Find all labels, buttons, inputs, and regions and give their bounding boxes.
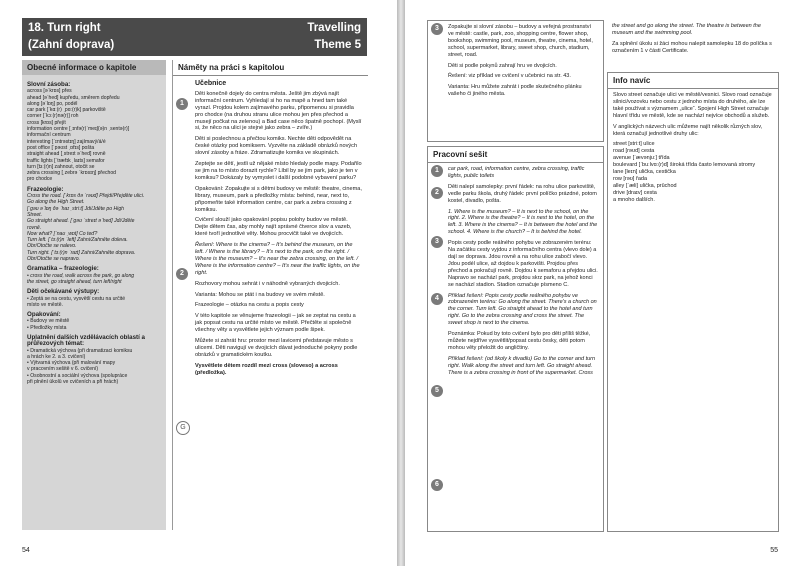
teaching-paragraph: Zeptejte se dětí, jestli už nějaké místo hledaly podle mapy. Podařilo se jim na to místo dorazit rychle? Líbil by se jim park, jako je ten v komiksu? Dokázaly by vymyslet i další podobné vybavení parku?: [195, 161, 362, 181]
chapter-title: 18. Turn right: [28, 22, 101, 34]
teaching-column: [172, 60, 368, 530]
list-line: při plnění úkolů ve cvičeních a při hrách): [27, 379, 119, 386]
list-line: • Dramatická výchova (při dramatizaci komiksu: [27, 347, 133, 354]
box-paragraph: Řešení: viz příklad ve cvičení v učebnici na str. 43.: [448, 73, 571, 80]
list-line: cross [krɒs] přejít: [27, 119, 66, 126]
list-line: Turn left. [ˈtɜː(r)n ˈleft] Zahni/Zahněte doleva.: [27, 237, 128, 244]
list-line: traffic lights [ˈtræfɪk ˌlaɪts] semafor: [27, 157, 105, 164]
right-page: [405, 0, 800, 566]
continued-box: [607, 20, 777, 64]
workbook-heading: Pracovní sešit: [428, 147, 603, 163]
list-line: street [striːt] ulice: [613, 141, 655, 148]
workbook-paragraph: 1. Where is the museum? – It is next to the school, on the right. 2. Where is the theatre? – It is next to the hotel, on the left. 3. Where is the cinema? – It is between the hotel and the school. 4. Where is the church? – It is behind the hotel.: [448, 208, 598, 236]
phrases-heading: Frazeologie:: [27, 185, 64, 193]
list-line: alley [ˈæli] ulička, průchod: [613, 182, 677, 189]
teaching-paragraph: Varianta: Mohou se ptát i na budovy ve svém městě.: [195, 291, 325, 298]
review-list: [27, 318, 161, 331]
teaching-paragraph: Frazeologie – otázka na cestu a popis cesty: [195, 302, 304, 309]
list-line: Obr/Otočte se nalevo.: [27, 243, 77, 250]
list-line: ahead [əˈhed] kupředu, směrem dopředu: [27, 94, 120, 101]
continued-paragraph: Za splnění úkolu si žáci mohou nalepit samolepku 18 do políčka s označením 1 v části Certificate.: [612, 40, 772, 54]
box-paragraph: Zopakujte si slovní zásobu – budovy a veřejná prostranství ve městě: castle, park, zoo, shopping centre, flower shop, bookshop, swimming pool, museum, theatre, cinema, hotel, school, supermarket, library, sweet shop, church, stadium, street, road.: [448, 24, 593, 58]
list-line: místo ve městě.: [27, 301, 63, 308]
teaching-paragraph: Cvičení slouží jako opakování popisu polohy budov ve městě. Dejte dětem čas, aby mohly najít správné čtverce slov a vazeb, které tvoří jednotlivé věty. Mohou procvičit také ve dvojicích.: [195, 217, 352, 238]
page-number-right: 55: [770, 547, 778, 554]
theme-label: Theme 5: [314, 39, 361, 51]
cross-curricular-list: [27, 348, 161, 386]
list-line: road [rəʊd] cesta: [613, 148, 655, 155]
list-line: turn [tɜː(r)n] zahnout, otočit se: [27, 163, 95, 170]
list-line: zebra crossing [ˌzebrə ˈkrɒsɪŋ] přechod: [27, 170, 117, 177]
exercise-1-badge: 1: [176, 98, 188, 110]
section-label: Travelling: [307, 22, 361, 34]
list-line: [ˈɡəʊ əˈlɒŋ ðə ˈhaɪ ˌstriːt] Jdi/Jděte po High: [27, 205, 124, 212]
phrases-list: [27, 193, 161, 262]
list-line: corner [ˈkɔː(r)nə(r)] roh: [27, 113, 79, 120]
list-line: straight ahead [ˌstreɪt əˈhed] rovně: [27, 151, 106, 158]
teaching-paragraph: Vysvětlete dětem rozdíl mezi cross (sloveso) a across (předložka).: [195, 362, 338, 376]
street-terms-list: [613, 141, 773, 203]
list-line: drive [draɪv] cesta: [613, 189, 657, 196]
list-line: • cross the road, walk across the park, go along: [27, 272, 135, 279]
list-line: rovně.: [27, 224, 42, 231]
vocab-heading: Slovní zásoba:: [27, 81, 71, 88]
teaching-paragraph: Děti konečně dojely do centra města. Ještě jim zbývá najít informační centrum. Vyhledají si ho na mapě a hned tam také vyrazí. Projdou kolem zajímavého parku, připomenou si pravidla pro chodce (na druhou stranu ulice mohou jen přes přechod a musejí počkat na zelenou) a Bad case něco špatně pochopí. (Myslí si, že něco na ulici je stejné jako zebra – zvíře.): [195, 90, 362, 132]
info-box: [607, 72, 779, 532]
workbook-paragraph: Příklad řešení: (od školy k divadlu) Go to the corner and turn right. Walk along the street and turn left. Go straight ahead. There is a zebra crossing in front of the supermarket. Cross: [448, 355, 596, 376]
solution-paragraph: Řešení: Where is the cinema? – It's behind the museum, on the left. / Where is the library? – It's next to the park, on the right. / Where is the museum? – It's near the zebra crossing, on the left. / Where is the information centre? – It's near the traffic lights, on the right.: [195, 242, 360, 276]
list-line: Go straight ahead. [ˈɡəʊ ˈstreɪt əˈhed] Jdi/Jděte: [27, 218, 135, 225]
continued-paragraph: the street and go along the street. The theatre is between the museum and the swimming pool.: [612, 23, 761, 36]
workbook-box: [427, 146, 604, 532]
teaching-paragraph: Rozhovory mohou sehrát i v náhodně vybraných dvojicích.: [195, 280, 340, 287]
list-line: • Předložky místa: [27, 324, 67, 331]
list-line: information centre [ˌɪnfə(r)ˈmeɪʃ(ə)n ˌsentə(r)]: [27, 126, 130, 133]
exercise-2-badge: 2: [176, 268, 188, 280]
list-line: • Výtvarná výchova (při malování mapy: [27, 360, 116, 367]
list-line: informační centrum: [27, 132, 71, 139]
list-line: lane [leɪn] ulička, cestička: [613, 169, 676, 176]
workbook-paragraph: car park, road, information centre, zebra crossing, traffic lights, public toilets: [448, 166, 585, 179]
teaching-paragraph: Děti si poslechnou a přečtou komiks. Nechte děti odpovědět na české otázky pod komiksem. Vyzvěte na základě obrázků nových slovní zásoby a fráze. Zdramatizujte komiks ve skupinách.: [195, 136, 358, 157]
list-line: Obr/Otočte se napravo.: [27, 256, 80, 263]
list-line: boulevard [ˈbuːlvɑː(r)d] široká třída často lemovaná stromy: [613, 162, 756, 169]
list-line: car park [ˈkɑː(r) ˌpɑː(r)k] parkoviště: [27, 107, 106, 114]
grammar-list: [27, 273, 161, 286]
box-paragraph: Děti si podle pokynů zahrají hru ve dvojicích.: [448, 62, 557, 69]
list-line: Turn right. [ˈtɜː(r)n ˈraɪt] Zahni/Zahněte doprava.: [27, 249, 136, 256]
list-line: • Osobnostní a sociální výchova (spolupráce: [27, 372, 128, 379]
overview-column: [22, 60, 166, 530]
list-line: a hrách ke 2. a 3. cvičení): [27, 353, 86, 360]
teaching-heading: Náměty na práci s kapitolou: [173, 60, 368, 76]
workbook-paragraph: Poznámka: Pokud by toto cvičení bylo pro děti příliš těžké, můžete nejdříve vysvětlit/popsat cestu česky, děti potom mohou věty přeložit do angličtiny.: [448, 331, 591, 351]
left-page: [0, 0, 397, 566]
list-line: Street.: [27, 211, 43, 218]
list-line: across [əˈkrɒs] přes: [27, 88, 72, 95]
workbook-paragraph: Děti nalepí samolepky: první řádek: na rohu ulice parkoviště, vedle parku škola, druhý řádek: první políčko prázdné, potom kostel, divadlo, pošta.: [448, 183, 597, 204]
list-line: interesting [ˈɪntrəstɪŋ] zajímavý/á/é: [27, 138, 106, 145]
cross-curricular-heading: Uplatnění dalších vzdělávacích oblastí a průřezových témat:: [27, 333, 145, 348]
chapter-header: [22, 18, 367, 56]
list-line: • Zeptá se na cestu, vysvětlí cestu na určité: [27, 295, 126, 302]
workbook-exercise-badge: 3: [431, 236, 443, 248]
workbook-exercise-badge: 2: [431, 187, 443, 199]
info-paragraph: Slovo street označuje ulici ve městě/vesnici. Slovo road označuje silnici/vozovku nebo cestu z jednoho místa do druhého, ale lze také používat s významem „ulice“. Spojení High Street označuje hlavní třídu ve městě, kde se nachází nejvíce obchodů a služeb.: [613, 92, 772, 119]
outcomes-heading: Děti očekávané výstupy:: [27, 288, 100, 296]
teaching-paragraph: Opakování: Zopakujte si s dětmi budovy ve městě: theatre, cinema, library, museum, park a předložky místa: behind, near, next to, připomeňte také information centre, car park a zebra crossing z komiksu.: [195, 185, 362, 213]
page-number-left: 54: [22, 547, 30, 554]
workbook-paragraph: Příklad řešení: Popis cesty podle reálného pohybu ve zobrazeném terénu: Go along the street. There's a church on the corner. Turn left. Go straight ahead to the hotel and turn right. Go to the zebra crossing and cross the street. The sweet shop is next to the cinema.: [448, 292, 597, 327]
grammar-corner-icon: G: [176, 421, 190, 435]
outcomes-list: [27, 296, 161, 309]
review-box: [427, 20, 604, 142]
list-line: Now what? [ˈnaʊ ˌwɒt] Co teď?: [27, 230, 98, 237]
list-line: a mnoho dalších.: [613, 196, 655, 203]
workbook-exercise-badge: 6: [431, 479, 443, 491]
overview-heading: Obecné informace o kapitole: [22, 60, 166, 75]
workbook-exercise-badge: 4: [431, 293, 443, 305]
workbook-exercise-badge: 5: [431, 385, 443, 397]
list-line: v pracovním sešitě v 6. cvičení): [27, 366, 99, 373]
list-line: pro chodce: [27, 176, 53, 183]
chapter-subtitle: (Zahní doprava): [28, 39, 115, 51]
list-line: the street, go straight ahead, turn left/right: [27, 278, 122, 285]
teaching-paragraph: V této kapitole se věnujeme frazeologii – jak se zeptat na cestu a jak popsat cestu na určité místo ve městě. Přečtěte si společně všechny věty a vysvětlete jejich význam podle šipek.: [195, 313, 356, 334]
workbook-paragraph: Popis cesty podle reálného pohybu ve zobrazeném terénu: Na začátku cesty vyjdou z informačního centra (vlevo dole) a dají se doprava. Jdou rovně a na rohu ulice zabočí vlevo. Jdou podél ulice, až dojdou k parkovišti. Projdou přes přechod a pokračují rovně. Dojdou k semaforu a přejdou ulici. Napravo se nachází park, projdou skrz park, na jehož konci se nachází stadion. Stadion označuje písmeno C.: [448, 240, 598, 288]
list-line: Cross the road. [ˈkrɒs ðə ˈrəʊd] Přejdi/Přejděte ulici.: [27, 193, 145, 200]
list-line: along [əˈlɒŋ] po, podél: [27, 100, 78, 107]
grammar-heading: Gramatika – frazeologie:: [27, 265, 99, 273]
info-paragraph: V anglických názvech ulic můžeme najít několik různých slov, která označují jednotlivé druhy ulic:: [613, 123, 763, 137]
teaching-paragraph: Můžete si zahrát hru: prostor mezi lavicemi představuje město s ulicemi. Děti navigují ve dvojicích dávat jednoduché pokyny podle obrázků v gramatickém koutku.: [195, 338, 358, 358]
exercise-3-badge: 3: [431, 23, 443, 35]
list-line: post office [ˈpəʊst ˌɒfɪs] pošta: [27, 144, 95, 151]
list-line: Go along the High Street.: [27, 199, 85, 206]
vocab-list: [27, 88, 161, 182]
workbook-exercise-badge: 1: [431, 165, 443, 177]
box-paragraph: Varianta: Hru můžete zahrát i podle skutečného plánku vašeho či jiného města.: [448, 84, 582, 98]
book-gutter: [397, 0, 405, 566]
list-line: row [rəʊ] řada: [613, 175, 647, 182]
list-line: • Budovy ve městě: [27, 318, 70, 325]
review-heading: Opakování:: [27, 311, 61, 319]
info-heading: Info navíc: [608, 73, 778, 89]
textbook-subheading: Učebnice: [195, 80, 227, 87]
list-line: avenue [ˈævənjuː] třída: [613, 155, 670, 162]
